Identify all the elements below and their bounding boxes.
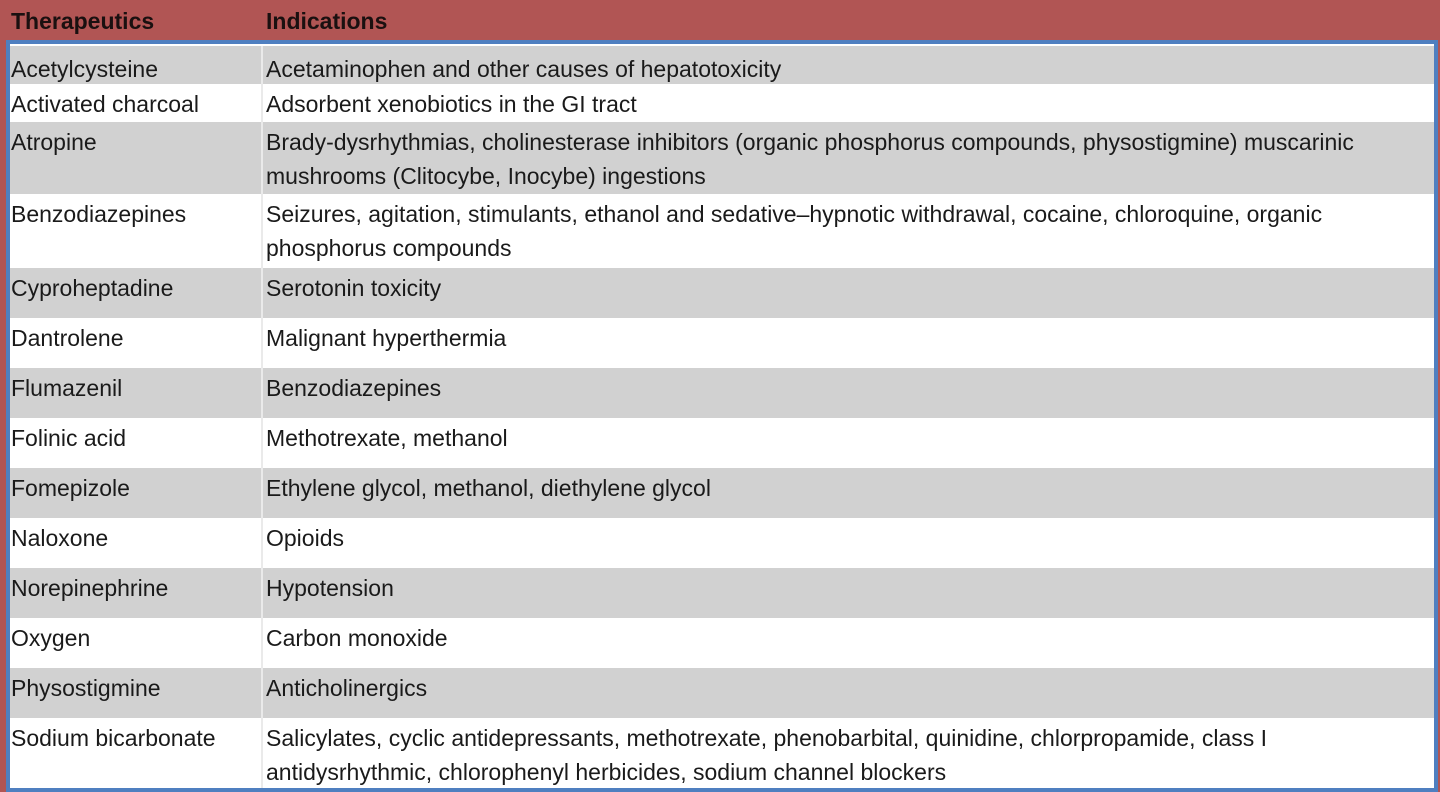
therapeutic-cell: Sodium bicarbonate (11, 725, 216, 751)
indication-cell: Adsorbent xenobiotics in the GI tract (266, 91, 637, 117)
table-row (10, 84, 1434, 122)
table-row (10, 468, 1434, 518)
indication-cell: Anticholinergics (266, 675, 428, 701)
table-row (10, 668, 1434, 718)
table-row (10, 268, 1434, 318)
indication-cell: Opioids (266, 525, 344, 551)
table-row (10, 318, 1434, 368)
indication-cell: Seizures, agitation, stimulants, ethanol and sedative–hypnotic withdrawal, cocaine, chloroquine, organic phosphorus compounds (266, 201, 1323, 261)
indication-cell: Benzodiazepines (266, 375, 442, 401)
therapeutic-cell: Dantrolene (11, 325, 124, 351)
indication-cell: Carbon monoxide (266, 625, 448, 651)
table-row (10, 568, 1434, 618)
therapeutic-cell: Activated charcoal (11, 91, 199, 117)
indication-cell: Salicylates, cyclic antidepressants, methotrexate, phenobarbital, quinidine, chlorpropamide, class I antidysrhythmic, chlorophenyl herbicides, sodium channel blockers (266, 725, 1268, 785)
table-row (10, 618, 1434, 668)
therapeutic-cell: Benzodiazepines (11, 201, 187, 227)
indication-cell: Ethylene glycol, methanol, diethylene glycol (266, 475, 711, 501)
table-header (0, 0, 1440, 40)
indication-cell: Acetaminophen and other causes of hepatotoxicity (266, 56, 782, 82)
table-row (10, 718, 1434, 788)
therapeutic-cell: Oxygen (11, 625, 91, 651)
table-row (10, 518, 1434, 568)
indication-cell: Malignant hyperthermia (266, 325, 507, 351)
table-row (10, 46, 1434, 84)
therapeutic-cell: Cyproheptadine (11, 275, 174, 301)
therapeutic-cell: Naloxone (11, 525, 109, 551)
table-row (10, 122, 1434, 194)
table-body (6, 40, 1438, 792)
indication-cell: Brady-dysrhythmias, cholinesterase inhibitors (organic phosphorus compounds, physostigmine) muscarinic mushrooms (Clitocybe, Inocybe) ingestions (266, 129, 1354, 189)
indication-cell: Serotonin toxicity (266, 275, 442, 301)
indication-cell: Hypotension (266, 575, 394, 601)
therapeutic-cell: Flumazenil (11, 375, 123, 401)
therapeutic-cell: Folinic acid (11, 425, 127, 451)
table-row (10, 418, 1434, 468)
therapeutic-cell: Physostigmine (11, 675, 161, 701)
table-row (10, 194, 1434, 268)
indication-cell: Methotrexate, methanol (266, 425, 508, 451)
header-therapeutics: Therapeutics (11, 8, 155, 34)
therapeutic-cell: Norepinephrine (11, 575, 169, 601)
table-row (10, 368, 1434, 418)
therapeutic-cell: Atropine (11, 129, 97, 155)
header-indications: Indications (266, 8, 388, 34)
therapeutic-cell: Acetylcysteine (11, 56, 159, 82)
therapeutic-cell: Fomepizole (11, 475, 130, 501)
